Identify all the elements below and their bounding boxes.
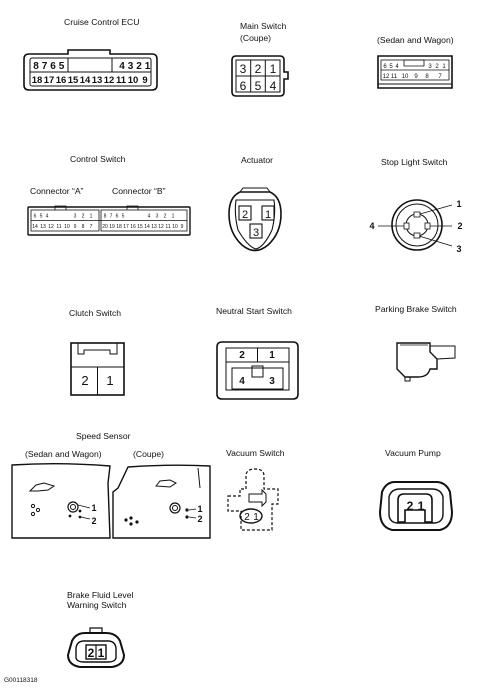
pin-main_coupe_bottom-0: 6 <box>239 79 247 93</box>
clutch-switch-title: Clutch Switch <box>69 308 122 318</box>
parking-brake-switch-title: Parking Brake Switch <box>375 304 457 314</box>
pin-ctrl_b_top-4: 4 <box>147 213 151 220</box>
pin-ctrl_a_bottom-0: 14 <box>32 224 38 230</box>
pin-vacuum_switch-1: 1 <box>253 512 259 523</box>
pin-ecu_top-7: 1 <box>144 61 151 72</box>
pin-vacuum_switch-0: 2 <box>244 512 250 523</box>
pin-ecu_top-0: 8 <box>33 61 39 72</box>
pin-stop_light-3: 4 <box>369 221 375 231</box>
pin-speed_sensor-0: 1 <box>91 503 97 513</box>
pin-ctrl_b_top-3: 5 <box>121 213 125 220</box>
pin-ecu_top-6: 2 <box>136 61 142 72</box>
pin-main_sedan_top_left-0: 6 <box>383 64 387 70</box>
stop-light-switch-title: Stop Light Switch <box>381 157 448 167</box>
pin-main_sedan_bottom-2: 10 <box>401 74 409 80</box>
pin-ecu_top-3: 5 <box>58 61 65 72</box>
pin-ecu_bottom-4: 14 <box>79 75 91 86</box>
speed-sensor-sedan-label: (Sedan and Wagon) <box>25 449 102 459</box>
pin-ctrl_b_bottom-1: 19 <box>109 224 115 230</box>
pin-ctrl_b_bottom-3: 17 <box>123 224 129 230</box>
pin-speed_sensor-0: 1 <box>197 504 203 514</box>
pin-ctrl_b_top-1: 7 <box>109 213 113 220</box>
pin-main_sedan_top_left-2: 4 <box>395 64 399 70</box>
sedan-wagon-label: (Sedan and Wagon) <box>377 35 454 45</box>
brake-fluid-title-line1: Brake Fluid Level <box>67 590 134 600</box>
pin-ctrl_a_bottom-1: 13 <box>40 224 46 230</box>
pin-main_sedan_bottom-0: 12 <box>382 74 390 80</box>
neutral-start-switch-title: Neutral Start Switch <box>216 306 292 316</box>
pin-main_sedan_top_right-0: 3 <box>428 64 432 70</box>
vacuum-switch-title: Vacuum Switch <box>226 448 285 458</box>
pin-main_coupe_top-0: 3 <box>239 62 247 76</box>
pin-actuator-1: 1 <box>264 209 272 221</box>
pin-neutral_bottom-0: 4 <box>239 376 245 387</box>
pin-ctrl_b_top-0: 8 <box>103 213 107 220</box>
pin-neutral_top-1: 1 <box>269 350 275 361</box>
pin-ecu_bottom-2: 16 <box>55 75 67 86</box>
vacuum-pump-title: Vacuum Pump <box>385 448 441 458</box>
pin-ctrl_a_bottom-3: 11 <box>56 224 62 230</box>
pin-ctrl_b_top-5: 3 <box>155 213 159 220</box>
pin-ctrl_b_bottom-9: 11 <box>165 224 171 230</box>
pin-main_coupe_top-1: 2 <box>254 62 262 76</box>
pin-ctrl_b_top-2: 6 <box>115 213 119 220</box>
pin-speed_sensor-1: 2 <box>91 516 97 526</box>
pin-ctrl_a_top-4: 2 <box>81 213 85 220</box>
main-switch-title: Main Switch <box>240 21 287 31</box>
pin-vacuum_pump-1: 1 <box>417 499 425 513</box>
pin-ecu_top-4: 4 <box>119 61 125 72</box>
pin-main_coupe_top-2: 1 <box>269 62 277 76</box>
pin-ctrl_a_top-0: 6 <box>33 213 37 220</box>
pin-ecu_bottom-3: 15 <box>67 75 79 86</box>
pin-neutral_bottom-1: 3 <box>269 376 275 387</box>
pin-ctrl_b_bottom-2: 18 <box>116 224 122 230</box>
pin-ctrl_a_bottom-5: 9 <box>73 224 77 230</box>
pin-ctrl_a_top-3: 3 <box>73 213 77 220</box>
pin-ctrl_b_top-6: 2 <box>163 213 167 220</box>
main-switch-coupe-label: (Coupe) <box>240 33 272 43</box>
pin-main_coupe_bottom-2: 4 <box>269 79 277 93</box>
pin-ecu_top-1: 7 <box>41 61 48 72</box>
connector-a-label: Connector “A” <box>30 186 84 196</box>
pin-main_sedan_bottom-4: 8 <box>425 74 429 80</box>
pin-main_sedan_top_left-1: 5 <box>389 64 393 70</box>
pin-ctrl_b_bottom-8: 12 <box>158 224 164 230</box>
pin-ctrl_b_bottom-10: 10 <box>172 224 178 230</box>
pin-stop_light-1: 2 <box>457 221 463 231</box>
pin-vacuum_pump-0: 2 <box>406 499 414 513</box>
pin-brake_fluid-1: 1 <box>97 646 105 660</box>
pin-stop_light-0: 1 <box>456 199 462 209</box>
control-switch-title: Control Switch <box>70 154 126 164</box>
brake-fluid-title-line2: Warning Switch <box>67 600 127 610</box>
pin-main_sedan_bottom-3: 9 <box>414 74 418 80</box>
pin-ecu_bottom-7: 11 <box>115 75 127 86</box>
speed-sensor-coupe-label: (Coupe) <box>133 449 165 459</box>
pin-ctrl_a_bottom-7: 7 <box>89 224 93 230</box>
speed-sensor-title: Speed Sensor <box>76 431 131 441</box>
actuator-title: Actuator <box>241 155 274 165</box>
pin-ctrl_a_top-1: 5 <box>39 213 43 220</box>
pin-main_sedan_top_right-2: 1 <box>442 64 446 70</box>
pin-ctrl_a_top-2: 4 <box>45 213 49 220</box>
cruise-control-ecu-title: Cruise Control ECU <box>64 17 140 27</box>
pin-stop_light-2: 3 <box>456 244 462 254</box>
pin-speed_sensor-1: 2 <box>197 514 203 524</box>
pin-ecu_top-5: 3 <box>127 61 134 72</box>
pin-main_sedan_bottom-1: 11 <box>390 74 398 80</box>
pin-ctrl_a_bottom-4: 10 <box>64 224 70 230</box>
pin-ecu_bottom-0: 18 <box>31 75 43 86</box>
pin-ecu_top-2: 6 <box>50 61 56 72</box>
pin-ctrl_a_bottom-2: 12 <box>48 224 54 230</box>
pin-ecu_bottom-9: 9 <box>142 75 148 86</box>
pin-ctrl_b_bottom-7: 13 <box>151 224 157 230</box>
pin-brake_fluid-0: 2 <box>87 646 95 660</box>
pin-ctrl_b_bottom-5: 15 <box>137 224 143 230</box>
pin-ecu_bottom-1: 17 <box>43 75 55 86</box>
pin-actuator-2: 3 <box>252 227 260 239</box>
pin-ctrl_b_bottom-11: 9 <box>180 224 184 230</box>
pin-ctrl_b_bottom-0: 20 <box>102 224 108 230</box>
pin-ctrl_b_top-7: 1 <box>171 213 175 220</box>
pin-ctrl_b_bottom-6: 14 <box>144 224 150 230</box>
pin-clutch-1: 1 <box>106 373 114 388</box>
pin-clutch-0: 2 <box>81 373 89 388</box>
pin-neutral_top-0: 2 <box>239 350 245 361</box>
pin-ctrl_a_top-5: 1 <box>89 213 93 220</box>
pin-main_sedan_top_right-1: 2 <box>435 64 439 70</box>
pin-ecu_bottom-8: 10 <box>127 75 139 86</box>
pin-actuator-0: 2 <box>241 209 249 221</box>
pin-ctrl_b_bottom-4: 16 <box>130 224 136 230</box>
pin-ecu_bottom-5: 13 <box>91 75 103 86</box>
pin-ecu_bottom-6: 12 <box>103 75 115 86</box>
figure-id: G00118318 <box>4 677 38 684</box>
pin-main_coupe_bottom-1: 5 <box>254 79 262 93</box>
connector-b-label: Connector “B” <box>112 186 166 196</box>
pin-ctrl_a_bottom-6: 8 <box>81 224 85 230</box>
pin-main_sedan_bottom-5: 7 <box>438 74 442 80</box>
